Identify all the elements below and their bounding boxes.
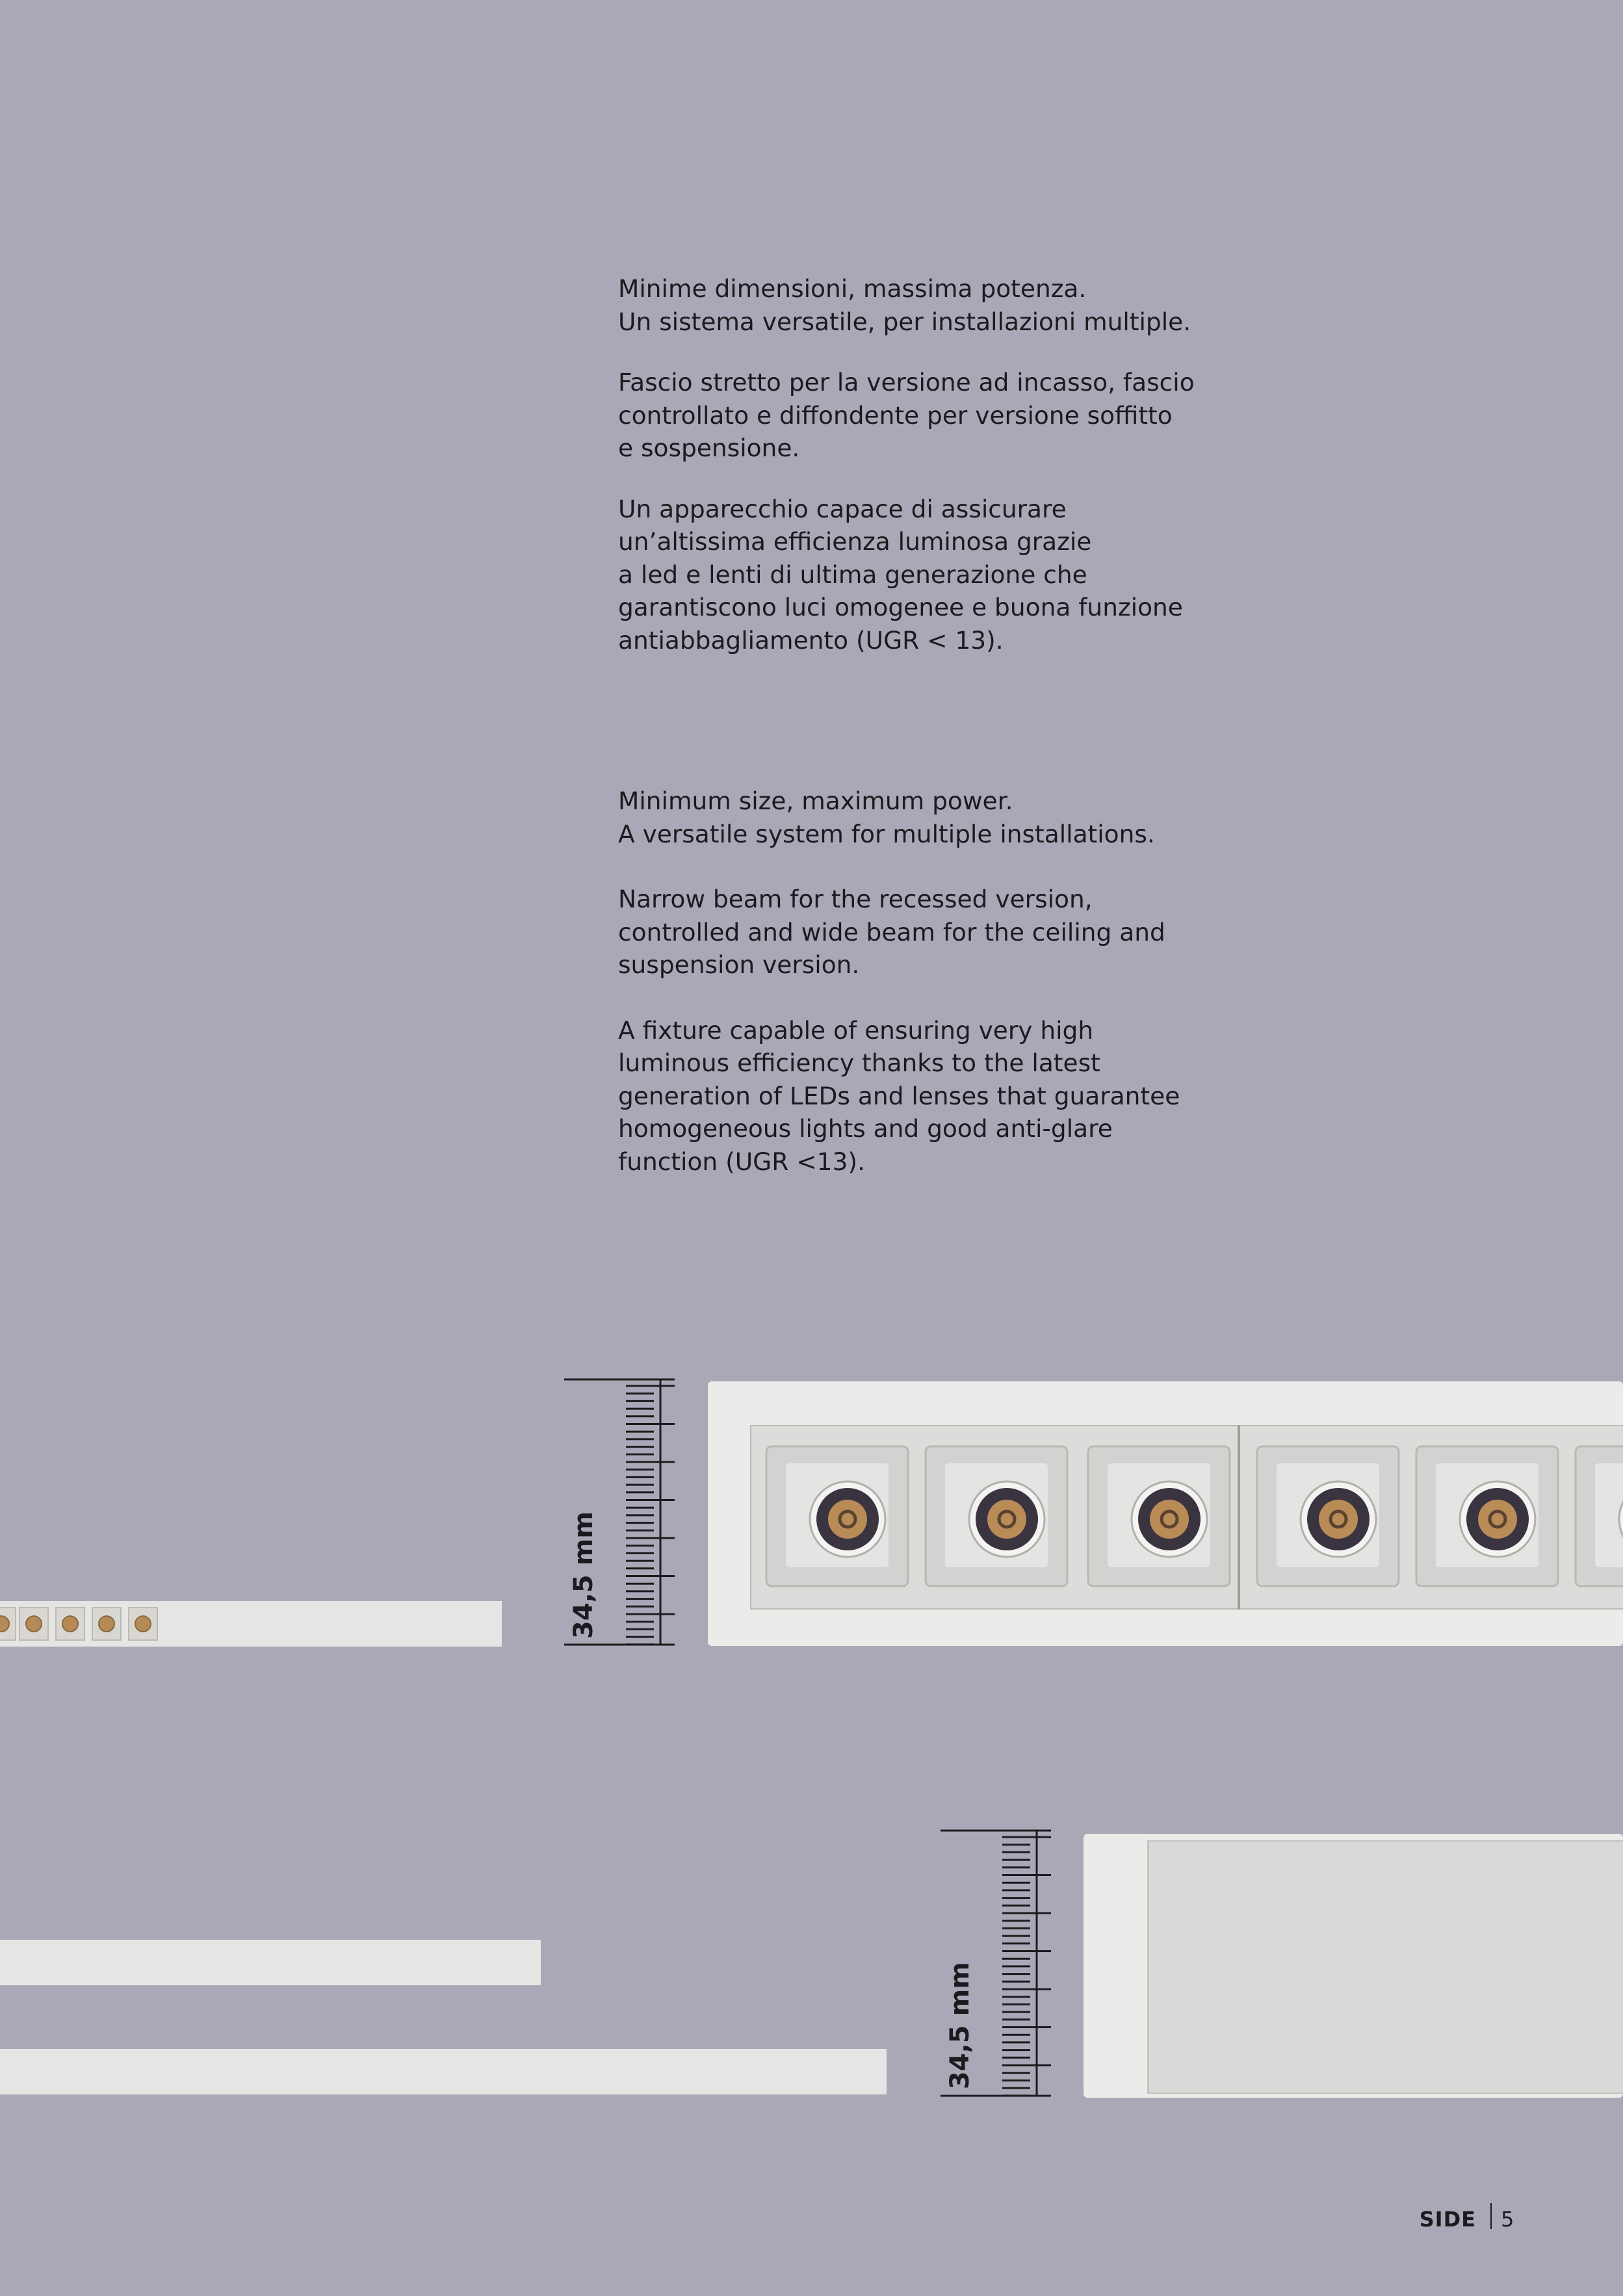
english-paragraph-2: Narrow beam for the recessed version, controlled and wide beam for the ceiling and suspension version.	[618, 885, 1165, 979]
english-paragraph-3: A fixture capable of ensuring very high luminous efficiency thanks to the latest generation of LEDs and lenses that guarantee homogeneous lights and good anti-glare function (UGR <13).	[618, 1015, 1180, 1176]
led-row-icon	[708, 1381, 1623, 1646]
led-lens-icon	[766, 1446, 908, 1586]
english-paragraph-1: Minimum size, maximum power. A versatile system for multiple installations.	[618, 787, 1155, 848]
led-lens-icon	[1576, 1446, 1623, 1586]
page-number: 5	[1501, 2207, 1514, 2232]
led-lens-icon	[926, 1446, 1067, 1586]
surface-fixture-long	[0, 2049, 887, 2094]
italian-paragraph-2: Fascio stretto per la versione ad incasso, fascio controllato e diffondente per versione soffitto e sospensione.	[618, 368, 1195, 462]
english-description	[618, 785, 1229, 1210]
surface-fixture-closeup	[1084, 1834, 1623, 2098]
led-row-small-icon	[0, 1601, 169, 1647]
led-lens-icon	[1257, 1446, 1399, 1586]
diffuser-panel	[1147, 1840, 1623, 2094]
italian-description	[618, 272, 1229, 685]
italian-paragraph-3: Un apparecchio capace di assicurare un’altissima efficienza luminosa grazie a led e lenti di ultima generazione che garantiscono luci omogenee e buona funzione antiabbagliamento (UGR < 13).	[618, 494, 1183, 655]
recessed-fixture-small	[0, 1601, 502, 1647]
footer-separator	[1490, 2203, 1492, 2229]
footer-brand: SIDE	[1419, 2207, 1476, 2232]
recessed-fixture-closeup	[708, 1381, 1623, 1646]
led-lens-icon	[1088, 1446, 1230, 1586]
dimension-label-bottom: 34,5 mm	[944, 1962, 975, 2089]
led-lens-icon	[1416, 1446, 1558, 1586]
italian-paragraph-1: Minime dimensioni, massima potenza. Un sistema versatile, per installazioni multiple.	[618, 274, 1191, 336]
dimension-label-top: 34,5 mm	[568, 1511, 599, 1639]
surface-fixture-short	[0, 1940, 541, 1985]
